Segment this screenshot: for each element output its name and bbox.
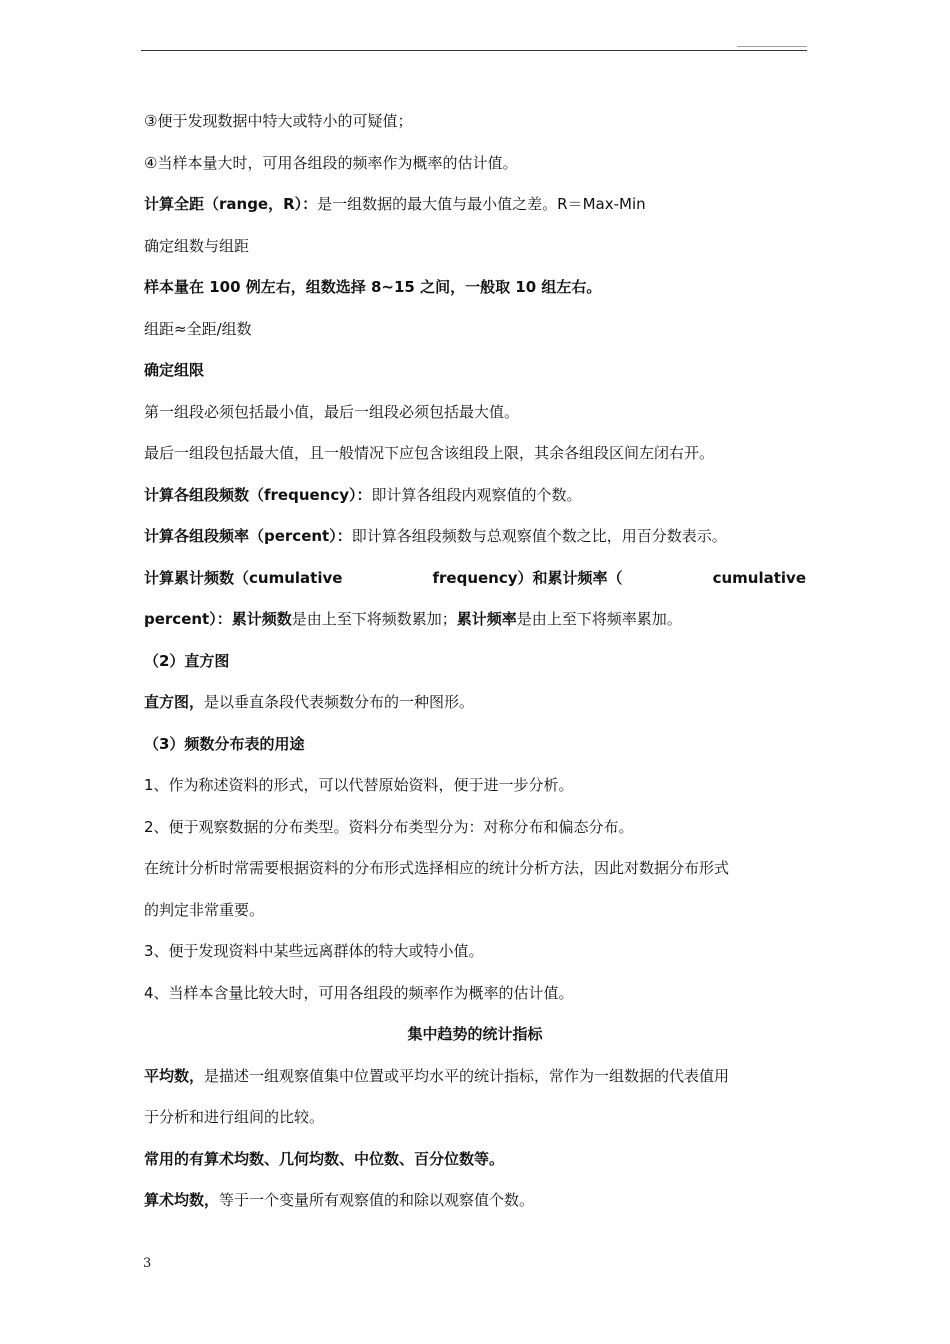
- bold-term: 计算各组段频数（frequency）：: [144, 485, 372, 504]
- text: 1、作为称述资料的形式，可以代替原始资料，便于进一步分析。: [144, 776, 574, 794]
- paragraph-line: [144, 104, 806, 146]
- text: 是一组数据的最大值与最小值之差。R＝Max-Min: [317, 195, 646, 213]
- text: 计算累计频数（cumulative: [144, 568, 343, 587]
- text: 第一组段必须包括最小值，最后一组段必须包括最大值。: [144, 402, 520, 421]
- bold-line: [144, 270, 806, 312]
- paragraph-line: [144, 395, 806, 437]
- bold-line: [144, 1142, 806, 1184]
- text: 集中趋势的统计指标: [407, 1025, 543, 1043]
- text: 常用的有算术均数、几何均数、中位数、百分位数等。: [144, 1149, 505, 1168]
- bold-term: 累计频数: [231, 610, 292, 628]
- bold-term: 平均数，: [144, 1066, 205, 1085]
- text: 即计算各组段内观察值的个数。: [371, 485, 582, 504]
- text: 确定组数与组距: [144, 236, 250, 255]
- paragraph-line: [144, 229, 806, 271]
- centered-heading: [144, 1017, 806, 1059]
- paragraph-line: [144, 685, 806, 727]
- page-content: [144, 104, 806, 1225]
- bold-term: percent）：: [144, 610, 232, 628]
- text: cumulative: [712, 568, 806, 587]
- text: ④当样本量大时，可用各组段的频率作为概率的估计值。: [144, 153, 518, 172]
- paragraph-line: [144, 1183, 806, 1225]
- paragraph-line: [144, 976, 806, 1018]
- paragraph-line: [144, 312, 806, 354]
- text: （2）直方图: [144, 651, 230, 670]
- text: 的判定非常重要。: [144, 900, 265, 919]
- text: （3）频数分布表的用途: [144, 734, 305, 753]
- text: 于分析和进行组间的比较。: [144, 1108, 325, 1126]
- text: 最后一组段包括最大值，且一般情况下应包含该组段上限，其余各组段区间左闭右开。: [144, 444, 715, 462]
- paragraph-line: [144, 1059, 806, 1101]
- page-number: 3: [143, 1256, 152, 1271]
- header-rule-accent: [737, 46, 807, 47]
- bold-term: 计算全距（range，R）：: [144, 195, 318, 213]
- header-rule: [141, 50, 807, 51]
- subheading: [144, 353, 806, 395]
- justified-line: [144, 561, 806, 603]
- text: 3、便于发现资料中某些远离群体的特大或特小值。: [144, 942, 484, 960]
- section-heading: [144, 727, 806, 769]
- bold-term: 累计频率: [456, 610, 517, 628]
- text: 4、当样本含量比较大时，可用各组段的频率作为概率的估计值。: [144, 983, 574, 1002]
- paragraph-line: [144, 602, 806, 644]
- bold-term: 算术均数，: [144, 1191, 220, 1209]
- text: 等于一个变量所有观察值的和除以观察值个数。: [219, 1191, 535, 1209]
- paragraph-line: [144, 1100, 806, 1142]
- paragraph-line: [144, 851, 806, 893]
- text: 是以垂直条段代表频数分布的一种图形。: [204, 693, 475, 711]
- text: 即计算各组段频数与总观察值个数之比，用百分数表示。: [351, 527, 727, 545]
- paragraph-line: [144, 146, 806, 188]
- paragraph-line: [144, 810, 806, 852]
- text: 在统计分析时常需要根据资料的分布形式选择相应的统计分析方法，因此对数据分布形式: [144, 859, 730, 877]
- paragraph-line: [144, 768, 806, 810]
- text: 是由上至下将频率累加。: [516, 610, 682, 628]
- text: 2、便于观察数据的分布类型。资料分布类型分为：对称分布和偏态分布。: [144, 817, 634, 836]
- paragraph-line: [144, 934, 806, 976]
- text: 样本量在 100 例左右，组数选择 8~15 之间，一般取 10 组左右。: [144, 278, 602, 296]
- text: ③便于发现数据中特大或特小的可疑值；: [144, 112, 413, 130]
- bold-term: 计算各组段频率（percent）：: [144, 527, 352, 545]
- section-heading: [144, 644, 806, 686]
- paragraph-line: [144, 519, 806, 561]
- paragraph-line: [144, 478, 806, 520]
- text: 确定组限: [144, 361, 205, 379]
- text: 是由上至下将频数累加；: [291, 610, 457, 628]
- text: 组距≈全距/组数: [144, 319, 252, 338]
- bold-term: 直方图，: [144, 693, 205, 711]
- text: frequency）和累计频率（: [432, 568, 623, 587]
- paragraph-line: [144, 187, 806, 229]
- text: 是描述一组观察值集中位置或平均水平的统计指标，常作为一组数据的代表值用: [204, 1066, 730, 1085]
- paragraph-line: [144, 893, 806, 935]
- paragraph-line: [144, 436, 806, 478]
